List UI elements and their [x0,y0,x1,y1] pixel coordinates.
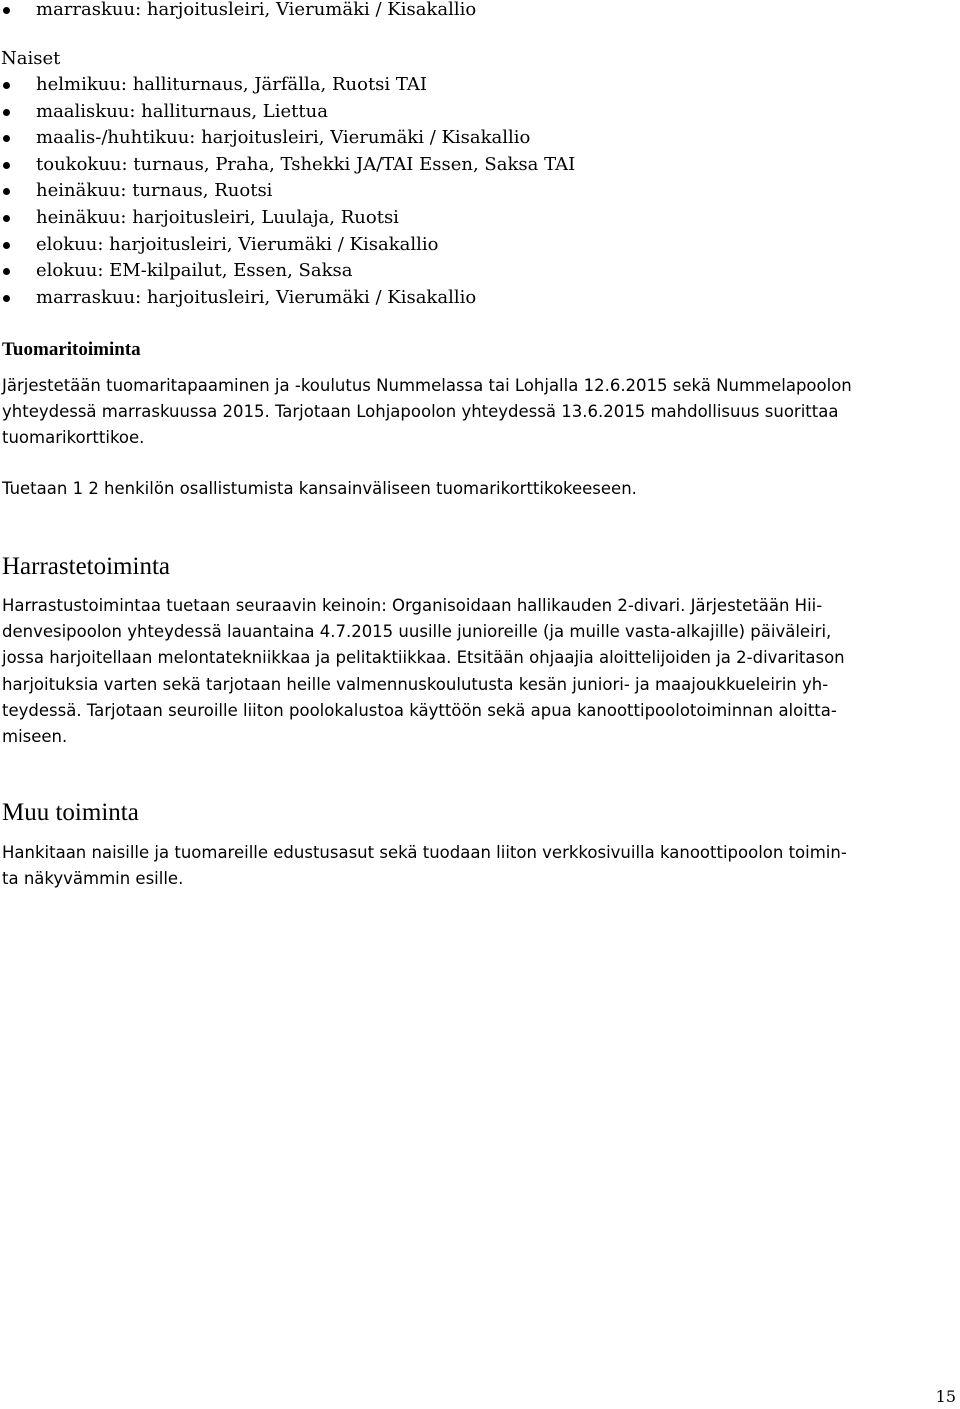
list-item-text: maalis-/huhtikuu: harjoitusleiri, Vierumäki / Kisakallio [36,127,531,149]
list-item-text: helmikuu: halliturnaus, Järfälla, Ruotsi TAI [36,74,428,95]
list-item [0,0,960,24]
list-item [0,258,960,285]
naiset-label: Naiset [1,48,61,69]
bullet-icon [3,7,10,14]
tuomaritoiminta-paragraph [2,373,952,452]
list-item [0,99,960,126]
text-line: Hankitaan naisille ja tuomareille edustusasut sekä tuodaan liiton verkkosivuilla kanoottipoolon toimin- [2,843,847,862]
muu-toiminta-heading: Muu toiminta [2,799,139,826]
text-line: Harrastustoimintaa tuetaan seuraavin keinoin: Organisoidaan hallikauden 2-divari. Järjestetään Hii- [2,596,823,615]
bullet-icon [3,135,10,142]
list-item [0,125,960,152]
harrastetoiminta-heading: Harrastetoiminta [2,553,170,580]
text-line: yhteydessä marraskuussa 2015. Tarjotaan Lohjapoolon yhteydessä 13.6.2015 mahdollisuus suorittaa [2,402,839,422]
text-line: miseen. [2,727,68,747]
text-line: teydessä. Tarjotaan seuroille liiton poolokalustoa käyttöön sekä apua kanoottipoolotoiminnan aloitta- [2,700,837,720]
text-line: denvesipoolon yhteydessä lauantaina 4.7.2015 uusille junioreille (ja muille vasta-alkajille) päiväleiri, [2,622,832,642]
text-line: jossa harjoitellaan melontatekniikkaa ja pelitaktiikkaa. Etsitään ohjaajia aloittelijoiden ja 2-divaritason [2,648,845,668]
text-line: ta näkyvämmin esille. [2,869,184,889]
tuomaritoiminta-support-paragraph [2,476,952,502]
naiset-list [0,72,960,311]
bullet-icon [3,268,10,275]
text-line: Järjestetään tuomaritapaaminen ja -koulutus Nummelassa tai Lohjalla 12.6.2015 sekä Nummelapoolon [2,376,852,395]
list-item [0,232,960,259]
bullet-icon [3,242,10,249]
text-line: Tuetaan 1 2 henkilön osallistumista kansainväliseen tuomarikorttikokeeseen. [2,479,637,498]
bullet-icon [3,109,10,116]
list-item [0,152,960,179]
harrastetoiminta-paragraph [2,593,952,750]
page-number: 15 [935,1387,956,1406]
list-item-text: heinäkuu: harjoitusleiri, Luulaja, Ruotsi [36,206,399,228]
top-list [0,0,960,24]
list-item-text: elokuu: harjoitusleiri, Vierumäki / Kisakallio [36,233,439,255]
list-item-text: marraskuu: harjoitusleiri, Vierumäki / Kisakallio [36,0,477,20]
muu-toiminta-paragraph [2,840,952,892]
list-item [0,72,960,99]
list-item-text: maaliskuu: halliturnaus, Liettua [36,100,328,122]
text-line: harjoituksia varten sekä tarjotaan heille valmennuskoulutusta kesän juniori- ja maajoukkueleirin yh- [2,674,829,694]
list-item-text: toukokuu: turnaus, Praha, Tshekki JA/TAI Essen, Saksa TAI [36,153,576,175]
list-item-text: elokuu: EM-kilpailut, Essen, Saksa [36,260,353,282]
list-item [0,285,960,312]
bullet-icon [3,188,10,195]
list-item [0,205,960,232]
bullet-icon [3,215,10,222]
list-item-text: marraskuu: harjoitusleiri, Vierumäki / Kisakallio [36,286,477,308]
bullet-icon [3,295,10,302]
text-line: tuomarikorttikoe. [2,428,145,448]
bullet-icon [3,82,10,89]
tuomaritoiminta-heading: Tuomaritoiminta [2,339,141,360]
list-item-text: heinäkuu: turnaus, Ruotsi [36,180,273,202]
list-item [0,178,960,205]
bullet-icon [3,162,10,169]
